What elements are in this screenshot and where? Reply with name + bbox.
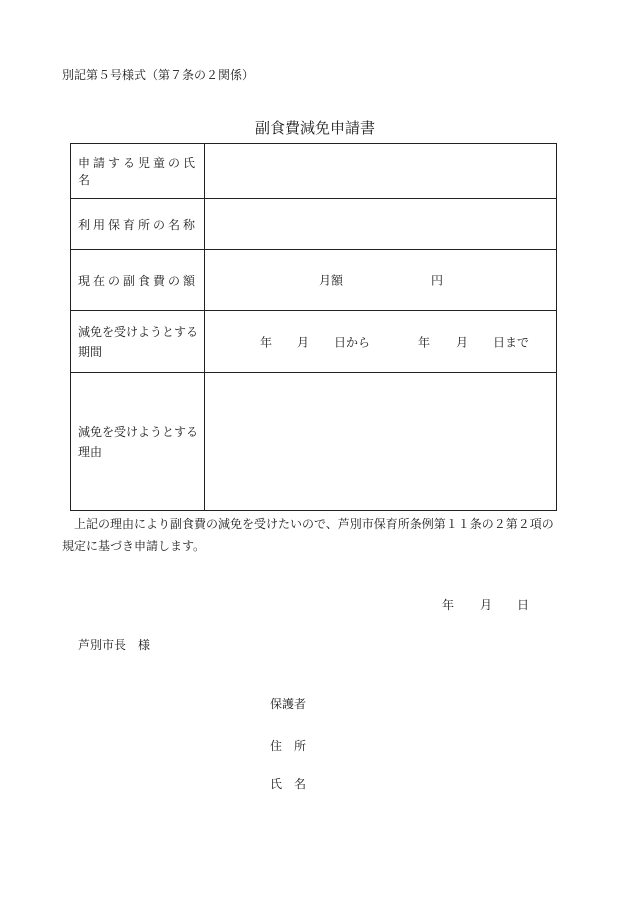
period-label-line2: 期間 — [78, 344, 103, 359]
addressee: 芦別市長 様 — [78, 638, 151, 652]
monthly-amount-prefix: 月額 — [319, 273, 344, 288]
from-year-unit: 年 — [260, 335, 273, 349]
period-field[interactable] — [205, 311, 557, 373]
date-month-unit: 月 — [480, 598, 493, 612]
to-year-unit: 年 — [418, 335, 431, 349]
guardian-label: 保護者 — [270, 697, 307, 711]
table-row — [71, 144, 557, 199]
nursery-name-field[interactable] — [205, 199, 557, 250]
child-name-label: 申請する児童の氏名 — [71, 144, 205, 199]
to-month-unit: 月 — [456, 335, 469, 349]
current-fee-label: 現在の副食費の額 — [71, 250, 205, 311]
period-label — [71, 311, 205, 373]
table-row — [71, 311, 557, 373]
table-row — [71, 199, 557, 250]
to-day-unit: 日まで — [493, 335, 530, 349]
from-month-unit: 月 — [297, 335, 310, 349]
name-label: 氏 名 — [270, 777, 307, 791]
table-row — [71, 373, 557, 511]
application-table — [70, 143, 557, 511]
date-day-unit: 日 — [517, 598, 530, 612]
current-fee-field[interactable] — [205, 250, 557, 311]
address-label: 住 所 — [270, 739, 307, 753]
from-day-unit: 日から — [334, 335, 371, 349]
child-name-field[interactable] — [205, 144, 557, 199]
reason-label — [71, 373, 205, 511]
reason-label-line1: 減免を受けようとする — [78, 424, 199, 439]
nursery-name-label: 利用保育所の名称 — [71, 199, 205, 250]
period-label-line1: 減免を受けようとする — [78, 324, 199, 339]
table-row — [71, 250, 557, 311]
date-year-unit: 年 — [442, 598, 455, 612]
reason-label-line2: 理由 — [78, 444, 103, 459]
declaration-text: 上記の理由により副食費の減免を受けたいので、芦別市保育所条例第１１条の２第２項の規定に基づき申請します。 — [62, 517, 554, 553]
document-title: 副食費減免申請書 — [254, 119, 375, 137]
reason-field[interactable] — [205, 373, 557, 511]
form-number-label: 別記第５号様式（第７条の２関係） — [62, 68, 255, 82]
yen-unit: 円 — [431, 273, 444, 288]
